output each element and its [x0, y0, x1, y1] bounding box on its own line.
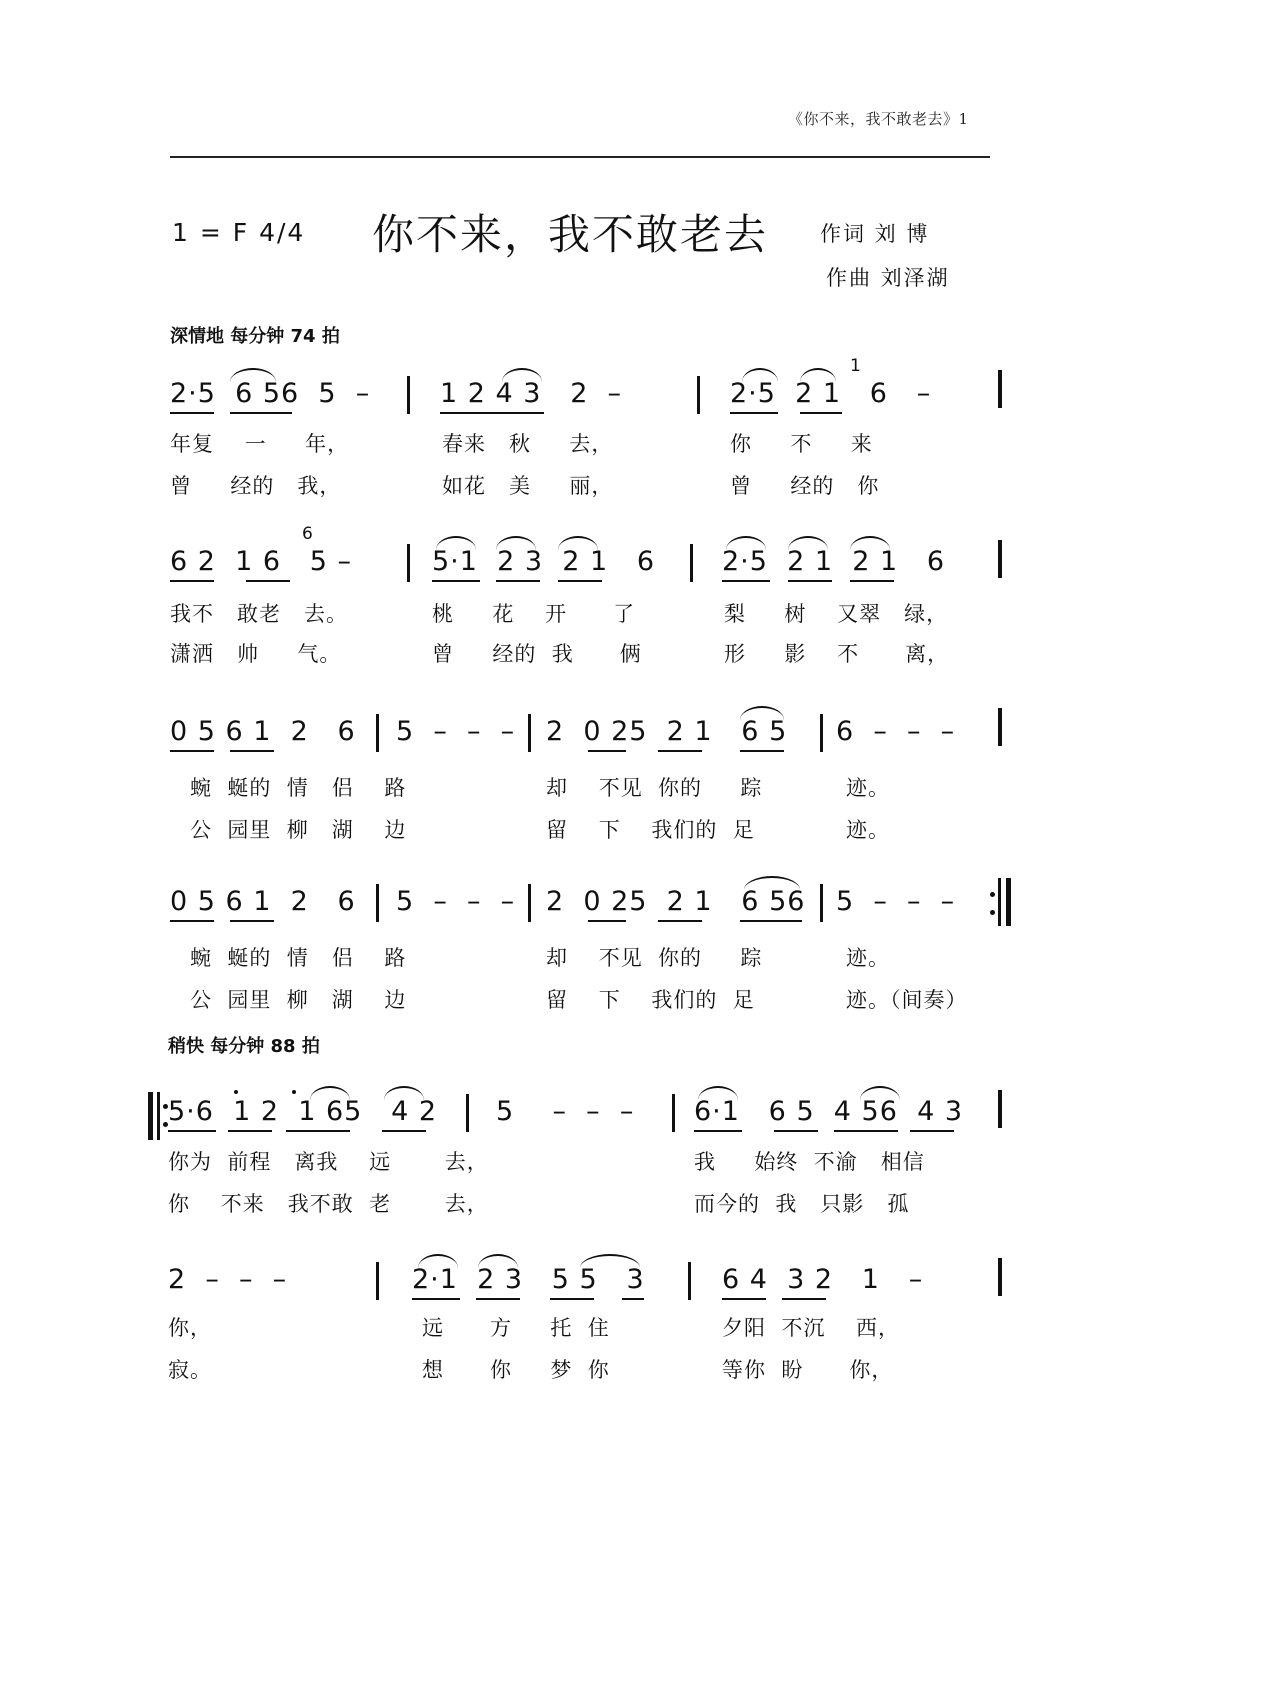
beam: [550, 1298, 594, 1300]
barline: [690, 544, 693, 582]
end-repeat-thick-bar: [1006, 878, 1011, 926]
lyric-verse1: 我不 敢老 去。: [170, 602, 349, 626]
measure-5-2: 5 – – –: [496, 1096, 635, 1127]
barline: [528, 714, 531, 752]
beam: [440, 412, 544, 414]
lyricist-credit: 作词 刘 博: [820, 222, 930, 246]
slur: [800, 368, 836, 382]
beam: [170, 580, 214, 582]
repeat-dot: [990, 910, 995, 915]
beam: [382, 1130, 426, 1132]
barline: [466, 1094, 469, 1132]
measure-3-3: 2 0 25 2 1 6 5: [546, 716, 788, 747]
lyric-verse2: 公 园里 柳 湖 边: [190, 988, 407, 1012]
beam: [740, 750, 784, 752]
slur: [436, 536, 476, 550]
grace-note: 6: [302, 524, 313, 544]
lyric-verse2: 留 下 我们的 足: [546, 818, 755, 842]
lyric-verse2: 形 影 不 离，: [724, 642, 950, 666]
high-octave-dot: [292, 1090, 296, 1094]
lyric-verse1: 年复 一 年，: [170, 432, 350, 456]
beam: [246, 580, 290, 582]
lyric-verse2: 公 园里 柳 湖 边: [190, 818, 407, 842]
repeat-dot: [990, 892, 995, 897]
beam: [588, 920, 626, 922]
beam: [722, 580, 770, 582]
lyric-verse2: 你 不来 我不敢 老 去，: [168, 1192, 489, 1216]
slur: [580, 1254, 640, 1268]
lyric-verse1: 蜿 蜒的 情 侣 路: [190, 776, 407, 800]
barline: [688, 1262, 691, 1300]
barline: [407, 376, 410, 414]
lyric-verse1: 蜿 蜒的 情 侣 路: [190, 946, 407, 970]
barline: [528, 884, 531, 922]
beam: [228, 1130, 272, 1132]
slur: [742, 368, 778, 382]
slur: [418, 1254, 458, 1268]
slur: [310, 1086, 350, 1100]
beam: [496, 580, 540, 582]
beam: [432, 580, 480, 582]
high-octave-dot: [234, 1090, 238, 1094]
measure-2-1: 6 2 1 6 5 –: [170, 546, 353, 577]
lyric-verse1: 远 方 托 住: [422, 1316, 610, 1340]
beam: [910, 1130, 954, 1132]
lyric-verse2: 潇洒 帅 气。: [170, 642, 342, 666]
lyric-verse1: 迹。: [846, 946, 890, 970]
measure-4-4: 5 – – –: [836, 886, 956, 917]
start-repeat-thick-bar: [148, 1092, 153, 1140]
beam: [170, 920, 214, 922]
beam: [168, 1130, 216, 1132]
beam: [230, 750, 274, 752]
beam: [782, 1298, 826, 1300]
measure-1-1: 2·5 6 56 5 –: [170, 378, 371, 409]
beam: [694, 1130, 742, 1132]
beam: [730, 412, 778, 414]
lyric-verse2: 寂。: [168, 1358, 212, 1382]
measure-2-2: 5·1 2 3 2 1 6: [432, 546, 656, 577]
measure-1-3: 2·5 2 1 6 –: [730, 378, 932, 409]
lyric-verse1: 却 不见 你的 踪: [546, 946, 763, 970]
lyric-verse1: 梨 树 又翠 绿，: [724, 602, 949, 626]
barline: [820, 714, 823, 752]
lyric-verse1: 你为 前程 离我 远 去，: [168, 1150, 489, 1174]
key-signature: 1 = F 4/4: [172, 218, 306, 247]
grace-note: 1: [850, 356, 861, 376]
beam: [658, 920, 702, 922]
measure-3-2: 5 – – –: [396, 716, 516, 747]
lyric-verse2: 等你 盼 你，: [722, 1358, 894, 1382]
measure-5-1: 5·6 1 2 1 65 4 2: [168, 1096, 438, 1127]
lyric-verse2: 曾 经的 我 俩: [432, 642, 642, 666]
header-rule: [170, 156, 990, 158]
beam: [412, 1298, 460, 1300]
lyric-verse2: 留 下 我们的 足: [546, 988, 755, 1012]
beam: [170, 750, 214, 752]
beam: [740, 920, 802, 922]
barline: [998, 370, 1002, 408]
barline: [998, 1090, 1002, 1128]
beam: [286, 1130, 350, 1132]
lyric-verse1: 你，: [168, 1316, 212, 1340]
slur: [496, 536, 536, 550]
measure-4-1: 0 5 6 1 2 6: [170, 886, 356, 917]
beam: [476, 1298, 520, 1300]
slur: [726, 536, 766, 550]
slur: [558, 536, 598, 550]
lyric-verse1: 夕阳 不沉 西，: [722, 1316, 901, 1340]
barline: [820, 884, 823, 922]
beam: [834, 1130, 898, 1132]
beam: [788, 580, 832, 582]
composer-credit: 作曲 刘泽湖: [826, 266, 950, 290]
barline: [376, 714, 379, 752]
measure-2-3: 2·5 2 1 2 1 6: [722, 546, 946, 577]
measure-3-4: 6 – – –: [836, 716, 956, 747]
barline: [376, 1262, 379, 1300]
lyric-verse1: 却 不见 你的 踪: [546, 776, 763, 800]
measure-4-2: 5 – – –: [396, 886, 516, 917]
beam: [850, 580, 894, 582]
end-repeat-thin-bar: [998, 878, 1001, 926]
lyric-verse2: 而今的 我 只影 孤: [694, 1192, 910, 1216]
beam: [558, 580, 602, 582]
slur: [860, 1086, 900, 1100]
measure-5-3: 6·1 6 5 4 56 4 3: [694, 1096, 964, 1127]
slur: [744, 876, 800, 890]
measure-1-2: 1 2 4 3 2 –: [440, 378, 623, 409]
slur: [478, 1254, 518, 1268]
measure-4-3: 2 0 25 2 1 6 56: [546, 886, 806, 917]
slur: [698, 1086, 738, 1100]
lyric-verse2: 迹。: [846, 818, 890, 842]
lyric-verse1: 春来 秋 去，: [442, 432, 614, 456]
tempo-marking-1: 深情地 每分钟 74 拍: [170, 326, 340, 347]
barline: [998, 1258, 1002, 1296]
measure-3-1: 0 5 6 1 2 6: [170, 716, 356, 747]
barline: [376, 884, 379, 922]
barline: [998, 540, 1002, 578]
beam: [800, 412, 842, 414]
slur: [502, 368, 542, 382]
slur: [788, 536, 828, 550]
lyric-verse2: 如花 美 丽，: [442, 474, 614, 498]
song-title: 你不来，我不敢老去: [372, 210, 769, 259]
barline: [998, 708, 1002, 746]
start-repeat-thin-bar: [157, 1092, 160, 1140]
beam: [170, 412, 214, 414]
running-header: 《你不来，我不敢老去》1: [788, 110, 969, 128]
lyric-verse2: 想 你 梦 你: [422, 1358, 610, 1382]
lyric-verse2: 曾 经的 你: [730, 474, 880, 498]
lyric-verse1: 桃 花 开 了: [432, 602, 636, 626]
lyric-verse2: 曾 经的 我，: [170, 474, 342, 498]
slur: [740, 706, 784, 720]
beam: [658, 750, 702, 752]
barline: [697, 376, 700, 414]
beam: [622, 1298, 644, 1300]
barline: [407, 544, 410, 582]
measure-6-1: 2 – – –: [168, 1264, 288, 1295]
slur: [230, 368, 276, 382]
beam: [774, 1130, 818, 1132]
lyric-verse1: 你 不 来: [730, 432, 873, 456]
beam: [230, 412, 292, 414]
measure-6-2: 2·1 2 3 5 5 3: [412, 1264, 645, 1295]
beam: [722, 1298, 766, 1300]
slur: [850, 536, 890, 550]
tempo-marking-2: 稍快 每分钟 88 拍: [168, 1036, 320, 1057]
beam: [230, 920, 274, 922]
lyric-verse2: 迹。（间奏）: [846, 988, 968, 1012]
barline: [672, 1094, 675, 1132]
slur: [384, 1086, 424, 1100]
measure-6-3: 6 4 3 2 1 –: [722, 1264, 924, 1295]
beam: [588, 750, 626, 752]
lyric-verse1: 我 始终 不渝 相信: [694, 1150, 925, 1174]
lyric-verse1: 迹。: [846, 776, 890, 800]
